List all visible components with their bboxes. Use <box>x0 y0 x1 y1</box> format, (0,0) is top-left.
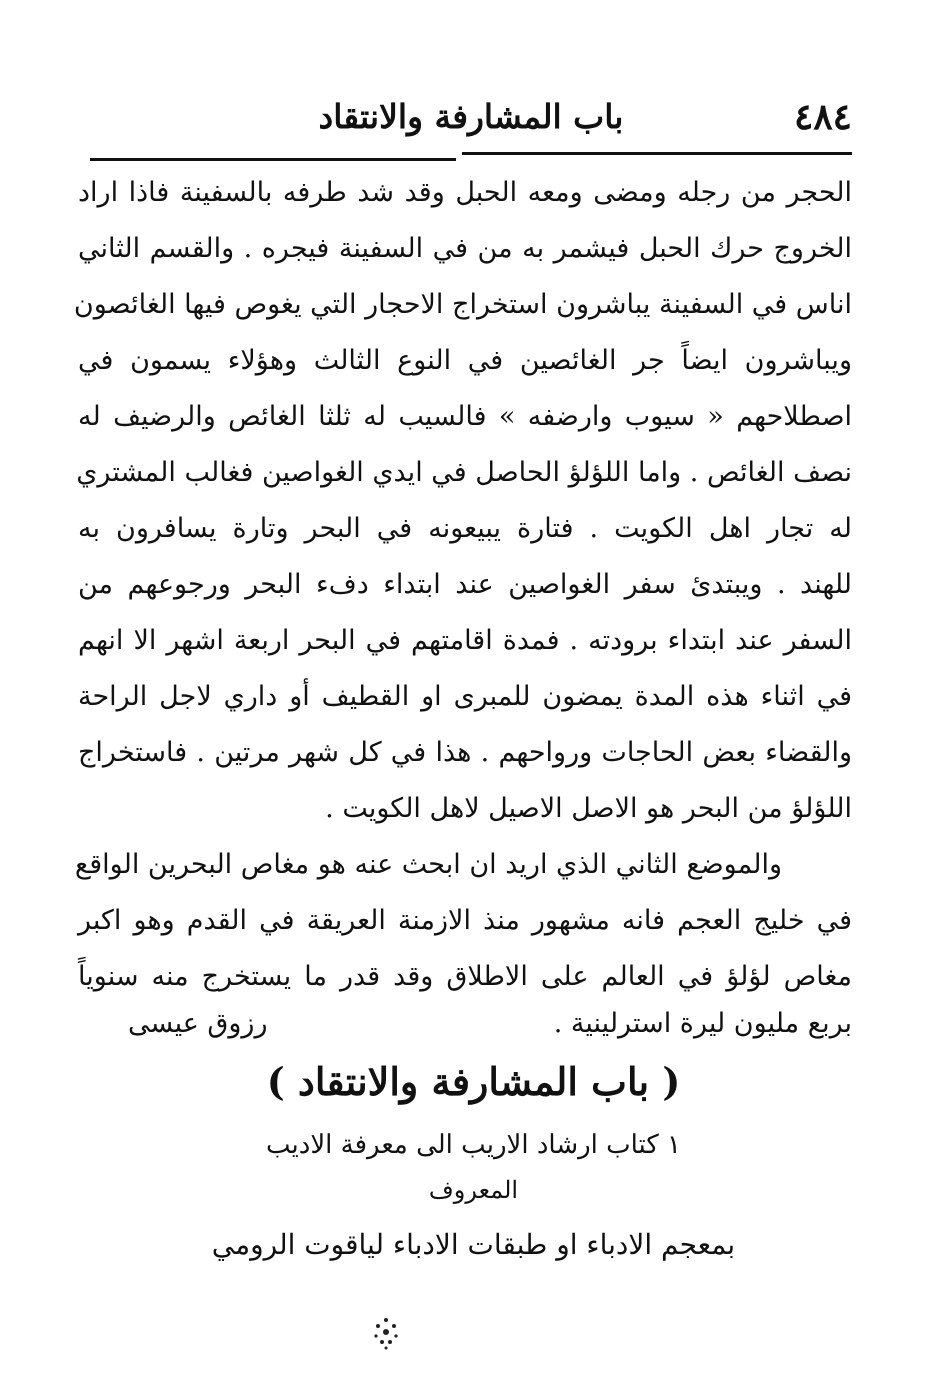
text-line: له تجار اهل الكويت . فتارة يبيعونه في البحر وتارة يسافرون به <box>78 513 852 544</box>
text-line: مغاص لؤلؤ في العالم على الاطلاق وقد قدر ما يستخرج منه سنوياً <box>78 961 852 992</box>
section-title: ( باب المشارفة والانتقاد ) <box>266 1059 681 1104</box>
book-entry-title: ١ كتاب ارشاد الاريب الى معرفة الاديب <box>265 1130 681 1160</box>
text-line: في اثناء هذه المدة يمضون للمبرى او القطيف أو داري لاجل الراحة <box>78 681 852 712</box>
text-line: والموضع الثاني الذي اريد ان ابحث عنه هو مغاص البحرين الواقع <box>74 849 782 880</box>
text-line: للهند . ويبتدئ سفر الغواصين عند ابتداء دفء البحر ورجوعهم من <box>78 569 852 600</box>
text-line: اللؤلؤ من البحر هو الاصل الاصيل لاهل الكويت . <box>325 793 852 824</box>
running-title: باب المشارفة والانتقاد <box>318 97 624 136</box>
text-line: اصطلاحهم « سيوب وارضفه » فالسيب له ثلثا الغائص والرضيف له <box>78 401 852 432</box>
page-number: ٤٨٤ <box>793 96 852 138</box>
text-line: ويباشرون ايضاً جر الغائصين في النوع الثالث وهؤلاء يسمون في <box>78 345 852 376</box>
text-line: والقضاء بعض الحاجات ورواحهم . هذا في كل شهر مرتين . فاستخراج <box>78 737 852 768</box>
text-line: نصف الغائص . واما اللؤلؤ الحاصل في ايدي الغواصين فغالب المشتري <box>76 457 852 488</box>
author-signature: رزوق عيسى <box>128 1008 268 1039</box>
body-text <box>73 165 852 1005</box>
book-entry-known-as: المعروف <box>428 1176 519 1204</box>
closing-row <box>78 996 852 1052</box>
header-rule-right <box>462 152 852 155</box>
text-line: اناس في السفينة يباشرون استخراج الاحجار التي يغوص فيها الغائصون <box>73 289 852 320</box>
header-rule-left <box>90 158 456 161</box>
book-entry-subtitle: بمعجم الادباء او طبقات الادباء لياقوت الرومي <box>211 1228 736 1261</box>
text-line: في خليج العجم فانه مشهور منذ الازمنة العريقة في القدم وهو اكبر <box>78 905 852 936</box>
ornament-icon <box>364 1310 408 1354</box>
text-line: الخروج حرك الحبل فيشمر به من في السفينة فيجره . والقسم الثاني <box>78 233 852 264</box>
running-header <box>90 92 852 142</box>
text-line: السفر عند ابتداء برودته . فمدة اقامتهم في البحر اربعة اشهر الا انهم <box>78 625 852 656</box>
text-line: الحجر من رجله ومضى ومعه الحبل وقد شد طرفه بالسفينة فاذا اراد <box>78 177 852 208</box>
text-line: بربع مليون ليرة استرلينية . <box>553 1008 852 1039</box>
